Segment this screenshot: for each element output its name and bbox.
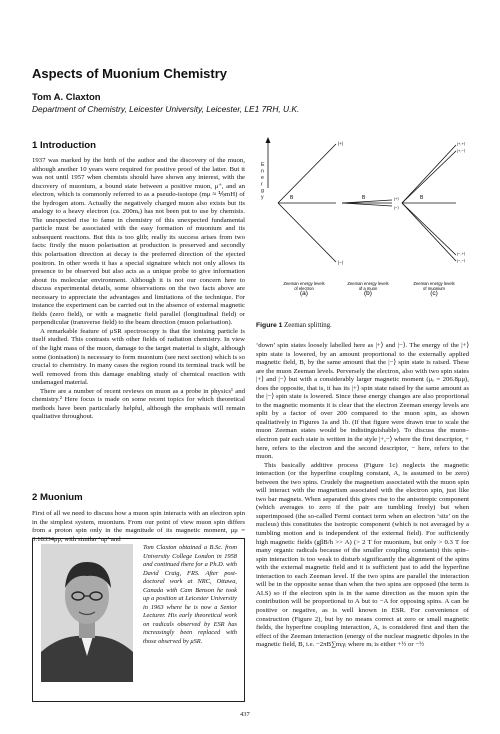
level-label: |−,−⟩	[457, 258, 466, 263]
level-label: |+,−⟩	[457, 148, 466, 153]
figure-zeeman-splitting	[256, 136, 470, 320]
panel-label-line: Zeeman energy levels	[413, 281, 455, 286]
figure-caption	[256, 322, 332, 329]
panel-label-line: of a muon	[358, 286, 378, 291]
section-heading-muonium: 2 Muonium	[32, 492, 83, 503]
level-label: |+⟩	[394, 196, 399, 201]
panel-letter: (c)	[430, 290, 438, 297]
panel-a-electron-levels	[278, 141, 344, 297]
paragraph: First of all we need to discuss how a muon spin interacts with an electron spin in the simplest system, muonium. From our point of view muon spin differs from a proton spin only in the magnitude of its magnetic moment, μμ = 3.18334μp, with similar ‘up’ and	[32, 510, 245, 543]
energy-axis	[261, 137, 271, 201]
paragraph: There are a number of recent reviews on muon as a probe in physics¹ and chemistry.² Here focus is made on some recent topics for which theoretical methods have been particularly helpful, although the emphasis will remain qualitative throughout.	[32, 387, 245, 421]
article-title: Aspects of Muonium Chemistry	[32, 66, 228, 81]
panel-letter: (a)	[300, 290, 308, 297]
energy-axis-letter: n	[261, 168, 264, 175]
paragraph: 1937 was marked by the birth of the author and the discovery of the muon, although another 10 years were required for positive proof of the latter. But it was not until 1957 when chemists should have shown any interest, with the discovery of muonium, a bound state between a positive muon, μ⁺, and an electron, which is commonly referred to as a pseudo-isotope (mμ ≈ ⅑mH) of the hydrogen atom. Actually the negatively charged muon also exists but its analogy to a heavy electron (ca. 200mₑ) has not been put to use by chemists. The unexpected rise to fame in chemistry of this unexpected fundamental particle must be associated with the easy formation of muonium and its subsequent reactions. But this is too glib; really its success arises from two facts: firstly the muon polarisation at production is preserved and secondly this polarisation direction at decay is the preferred direction of the ejected positron. In other words it has a special signature which not only allows its presence to be observed but also acts as a unique probe to give information about its molecular environment. Although it is not our concern here to discuss experimental details, some observations on the two facts above are necessary to appreciate the advantages and limitations of the technique. For instance the experiment can be carried out in the absence of external magnetic fields (zero field), or with a magnetic field parallel (longitudinal field) or perpendicular (transverse field) to the beam direction (muon polarisation).	[32, 157, 245, 327]
energy-axis-letter: e	[261, 175, 264, 181]
author-photo	[41, 544, 133, 682]
panel-b-muon-levels	[342, 195, 399, 297]
muonium-text	[32, 510, 245, 543]
level-label: |−⟩	[394, 205, 399, 210]
panel-label-line: Zeeman energy levels	[283, 281, 325, 286]
panel-letter: (b)	[364, 290, 372, 297]
panel-c-muonium-levels	[402, 141, 466, 297]
paragraph: A remarkable feature of μSR spectroscopy is that the ionising particle is itself studied. This contrasts with other fields of radiation chemistry. In view of the light mass of the muon, damage to the target material is slight, although some (ionisation) is necessary to form muonium (see next section) which is so crucial to chemistry. In many cases the region round its terminal track will be well removed from this damage enabling study of chemical reaction with undamaged material.	[32, 327, 245, 387]
figure-caption-text: Zeeman splitting.	[284, 322, 332, 329]
right-column-text	[256, 342, 469, 694]
energy-axis-letter: E	[261, 162, 265, 168]
level-label: |+,+⟩	[457, 141, 466, 146]
author-portrait-icon	[41, 544, 133, 682]
author-name: Tom A. Claxton	[32, 92, 101, 103]
energy-axis-letter: r	[261, 181, 263, 188]
panel-label-line: Zeeman energy levels	[347, 281, 389, 286]
introduction-text	[32, 157, 245, 482]
field-label: B	[420, 195, 424, 201]
level-label: |−⟩	[338, 260, 344, 265]
page-number: 437	[240, 711, 250, 718]
paragraph: This basically additive process (Figure 1c) neglects the magnetic interaction (or the hyperfine coupling constant, A, is assumed to be zero) between the two spins. Crudely the magnetism associated with the muon spin will interact with the magnetism associated with the electron spin, just like two bar magnets. When separated this gives rise to the anisotropic component (which averages to zero if the pair are tumbling freely) but when superimposed (the so-called Fermi contact term when an electron ‘sits’ on the nucleus) this constitutes the isotropic component (which is not averaged by a tumbling motion and is independent of the external field). For sufficiently high magnetic fields (gβB/h >> A) (> 2 T for muonium, but only > 0.3 T for many organic radicals because of the smaller coupling constants) this spin–spin interaction is too weak to disturb significantly the alignment of the spins with the external magnetic field and it is sufficient just to add the hyperfine interaction to each Zeeman level. If the two spins are parallel the interaction will be in the opposite sense than when the two spins are opposed (the term is AI.S) so if the electron spin is in the same direction as the muon spin the contribution will be proportional to A but to −A for opposing spins. A can be positive or negative, as is well known in ESR. For convenience of construction (Figure 2), but by no means correct at zero or small magnetic fields, the hyperfine coupling interaction, A, is considered first and then the effect of the Zeeman interaction (energy of the nuclear magnetic dipoles in the magnetic field, B, i.e. −2πB∑mᵢγᵢ where mᵢ is either +½ or −½	[256, 461, 469, 649]
field-label: B	[290, 195, 294, 201]
level-label: |−,+⟩	[457, 251, 466, 256]
panel-label-line: of muonium	[423, 286, 445, 291]
energy-axis-letter: g	[261, 188, 264, 194]
author-biography: Tom Claxton obtained a B.Sc. from University College London in 1958 and continued there for a Ph.D. with David Craig, FRS. After post-doctoral work at NRC, Ottawa, Canada with Cam Benson he took up a position at Leicester University in 1963 where he is now a Senior Lecturer. His early theoretical work on radicals observed by ESR has increasingly been replaced with those observed by μSR.	[143, 544, 237, 645]
author-bio-box	[32, 538, 245, 702]
panel-label-line: of electron	[294, 286, 314, 291]
author-affiliation: Department of Chemistry, Leicester University, Leicester, LE1 7RH, U.K.	[32, 104, 300, 114]
energy-axis-letter: y	[261, 194, 264, 201]
paragraph: ‘down’ spin states loosely labelled here as |+⟩ and |−⟩. The energy of the |+⟩ spin state is lowered, by an amount proportional to the externally applied magnetic field, B, by the same amount that the |−⟩ spin state is raised. These are the muon Zeeman levels. Perversely the electron, also with two spin states |+⟩ and |−⟩ but with a considerably larger magnetic moment (μₑ = 206.8μμ), does the opposite, that is, it has its |+⟩ spin state raised by the same amount as the |−⟩ spin state is lowered. Since these energy changes are also proportional to the magnetic moments it is clear that the electron Zeeman energy levels are split by a factor of over 200 compared to the muon spin, as shown qualitatively in Figures 1a and 1b. (If that figure were drawn true to scale the muon Zeeman states would be indistinguishable). To discuss the muon–electron pair each state is written in the style |+,−⟩ where the first descriptor, + here, refers to the electron and the second descriptor, − here, refers to the muon.	[256, 342, 469, 461]
level-label: |+⟩	[338, 141, 344, 146]
section-heading-introduction: 1 Introduction	[32, 140, 96, 151]
field-label: B	[362, 195, 366, 201]
figure-caption-label: Figure 1	[256, 322, 283, 329]
